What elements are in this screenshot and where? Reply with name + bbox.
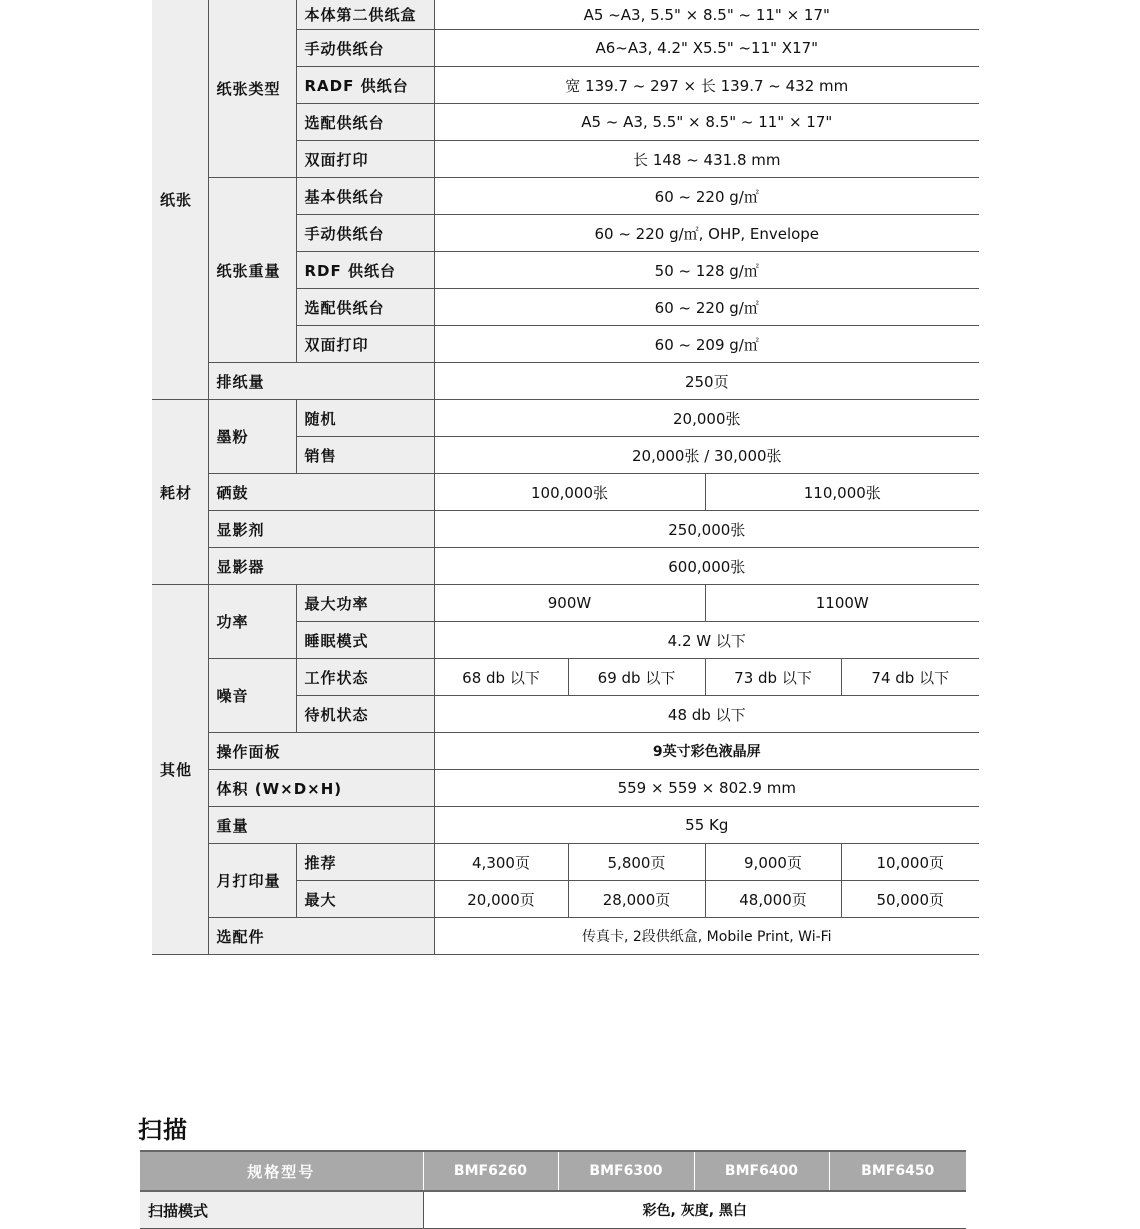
table-row [152,548,979,585]
table-row [152,0,979,30]
table-row [152,585,979,622]
paper-type-label: 纸张类型 [208,0,296,178]
options-label: 选配件 [208,918,434,955]
table-row [152,770,979,807]
row-label: 睡眠模式 [296,622,434,659]
row-value: 60 ~ 209 g/㎡ [434,326,979,363]
row-label: 选配供纸台 [296,289,434,326]
table-row [152,178,979,215]
table-row [140,1191,966,1229]
panel-label: 操作面板 [208,733,434,770]
toner-label: 墨粉 [208,400,296,474]
table-row [152,400,979,437]
row-value: 长 148 ~ 431.8 mm [434,141,979,178]
drum-label: 硒鼓 [208,474,434,511]
row-label: 选配供纸台 [296,104,434,141]
row-value: 宽 139.7 ~ 297 × 长 139.7 ~ 432 mm [434,67,979,104]
header-model: BMF6260 [423,1151,558,1191]
row-value: 55 Kg [434,807,979,844]
header-spec-label: 规格型号 [140,1151,423,1191]
noise-label: 噪音 [208,659,296,733]
row-value: 73 db 以下 [705,659,841,696]
row-value: 900W [434,585,705,622]
row-label: RDF 供纸台 [296,252,434,289]
row-value: 传真卡, 2段供纸盒, Mobile Print, Wi-Fi [434,918,979,955]
row-value: 20,000张 / 30,000张 [434,437,979,474]
row-value: 60 ~ 220 g/㎡ [434,289,979,326]
row-label: 待机状态 [296,696,434,733]
row-label: 工作状态 [296,659,434,696]
group-label-paper: 纸张 [152,0,208,400]
power-label: 功率 [208,585,296,659]
row-value: 60 ~ 220 g/㎡, OHP, Envelope [434,215,979,252]
row-value: 28,000页 [568,881,705,918]
row-value: 4,300页 [434,844,568,881]
row-value: 1100W [705,585,979,622]
weight-label: 重量 [208,807,434,844]
row-label: RADF 供纸台 [296,67,434,104]
header-model: BMF6300 [558,1151,694,1191]
table-row [152,474,979,511]
row-label: 随机 [296,400,434,437]
scan-mode-label: 扫描模式 [140,1191,423,1229]
row-label: 最大 [296,881,434,918]
row-value: A5 ~ A3, 5.5" × 8.5" ~ 11" × 17" [434,104,979,141]
spec-table [152,0,979,955]
row-label: 手动供纸台 [296,30,434,67]
row-label: 双面打印 [296,326,434,363]
row-value: A6~A3, 4.2" X5.5" ~11" X17" [434,30,979,67]
monthly-volume-label: 月打印量 [208,844,296,918]
output-capacity-value: 250页 [434,363,979,400]
paper-weight-label: 纸张重量 [208,178,296,363]
row-value: 50,000页 [841,881,979,918]
row-value: 48,000页 [705,881,841,918]
developer-agent-label: 显影剂 [208,511,434,548]
row-label: 最大功率 [296,585,434,622]
row-value: 4.2 W 以下 [434,622,979,659]
row-value: 74 db 以下 [841,659,979,696]
row-label: 双面打印 [296,141,434,178]
header-model: BMF6450 [829,1151,966,1191]
row-value: 50 ~ 128 g/㎡ [434,252,979,289]
row-label: 本体第二供纸盒 [296,0,434,30]
table-row [152,659,979,696]
scan-mode-value: 彩色, 灰度, 黑白 [423,1191,966,1229]
header-model: BMF6400 [694,1151,829,1191]
row-value: 5,800页 [568,844,705,881]
row-value: 69 db 以下 [568,659,705,696]
row-value: 68 db 以下 [434,659,568,696]
row-value: A5 ~A3, 5.5" × 8.5" ~ 11" × 17" [434,0,979,30]
row-value: 20,000张 [434,400,979,437]
row-value: 559 × 559 × 802.9 mm [434,770,979,807]
row-label: 销售 [296,437,434,474]
developer-unit-label: 显影器 [208,548,434,585]
row-value: 600,000张 [434,548,979,585]
row-value: 20,000页 [434,881,568,918]
scan-section-title: 扫描 [138,1116,188,1144]
row-value: 60 ~ 220 g/㎡ [434,178,979,215]
row-value: 10,000页 [841,844,979,881]
row-label: 基本供纸台 [296,178,434,215]
row-label: 手动供纸台 [296,215,434,252]
row-value: 48 db 以下 [434,696,979,733]
group-label-other: 其他 [152,585,208,955]
row-value: 110,000张 [705,474,979,511]
row-label: 推荐 [296,844,434,881]
row-value: 100,000张 [434,474,705,511]
table-row [152,844,979,881]
row-value: 250,000张 [434,511,979,548]
table-row [152,807,979,844]
size-label: 体积 (W×D×H) [208,770,434,807]
group-label-consumables: 耗材 [152,400,208,585]
row-value: 9,000页 [705,844,841,881]
scan-spec-table [140,1150,966,1229]
table-row [152,733,979,770]
table-row [152,918,979,955]
table-row [152,511,979,548]
table-row [152,363,979,400]
row-value: 9英寸彩色液晶屏 [434,733,979,770]
table-header-row [140,1151,966,1191]
output-capacity-label: 排纸量 [208,363,434,400]
